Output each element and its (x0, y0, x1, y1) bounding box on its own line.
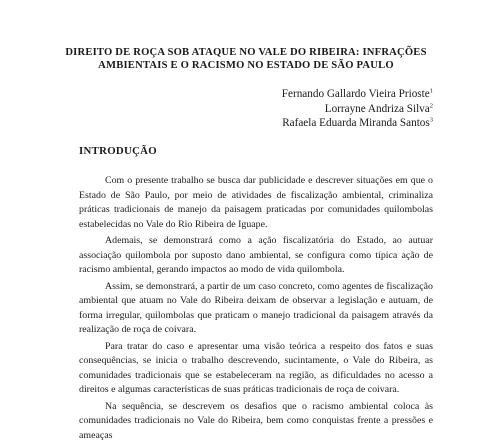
section-heading: INTRODUÇÃO (79, 145, 157, 157)
author: Lorrayne Andriza Silva$^2$ (324, 101, 433, 115)
footnote-marker: 2 (429, 101, 433, 109)
paragraph: Para tratar do caso e apresentar uma visão teórica a respeito dos fatos e suas consequências, se inicia o trabalho descrevendo, sucintamente, o Vale do Ribeira, as comunidades tradicionais que se estabeleceram na região, as dificuldades no acesso a direitos e algumas características de suas práticas tradicionais de roça de coivara. (79, 340, 433, 395)
body-text (79, 174, 433, 445)
paragraph: Na sequência, se descrevem os desafios que o racismo ambiental coloca às comunidades tradicionais no Vale do Ribeira, bem como conquistas frente a pressões e ameaças (79, 400, 433, 441)
paragraph: Ademais, se demonstrará como a ação fiscalizatória do Estado, ao autuar associação quilombola por suposto dano ambiental, se configura como típica ação de racismo ambiental, gerando impactos ao modo de vida quilombola. (79, 235, 433, 275)
author: Fernando Gallardo Vieira Prioste$^1$ (281, 87, 433, 100)
paragraph: Com o presente trabalho se busca dar publicidade e descrever situações em que o Estado de São Paulo, por meio de atividades de fiscalização ambiental, criminaliza práticas tradicionais de manejo da paisagem praticadas por comunidades quilombolas estabelecidas no Vale do Rio Ribeira de Iguape. (79, 175, 433, 230)
footnote-marker: 1 (429, 87, 433, 95)
title-line-2: AMBIENTAIS E O RACISMO NO ESTADO DE SÃO PAULO (98, 60, 394, 71)
footnote-marker: 3 (429, 116, 433, 124)
paper-title (60, 46, 432, 72)
paragraph: Assim, se demonstrará, a partir de um caso concreto, como agentes de fiscalização ambiental que atuam no Vale do Ribeira deixam de observar a legislação e autuam, de forma irregular, quilombolas que praticam o manejo tradicional da paisagem através da realização de roça de coivara. (79, 280, 433, 335)
author: Rafaela Eduarda Miranda Santos$^3$ (282, 116, 433, 129)
author-list (282, 87, 433, 131)
title-line-1: DIREITO DE ROÇA SOB ATAQUE NO VALE DO RIBEIRA: INFRAÇÕES (65, 47, 427, 58)
